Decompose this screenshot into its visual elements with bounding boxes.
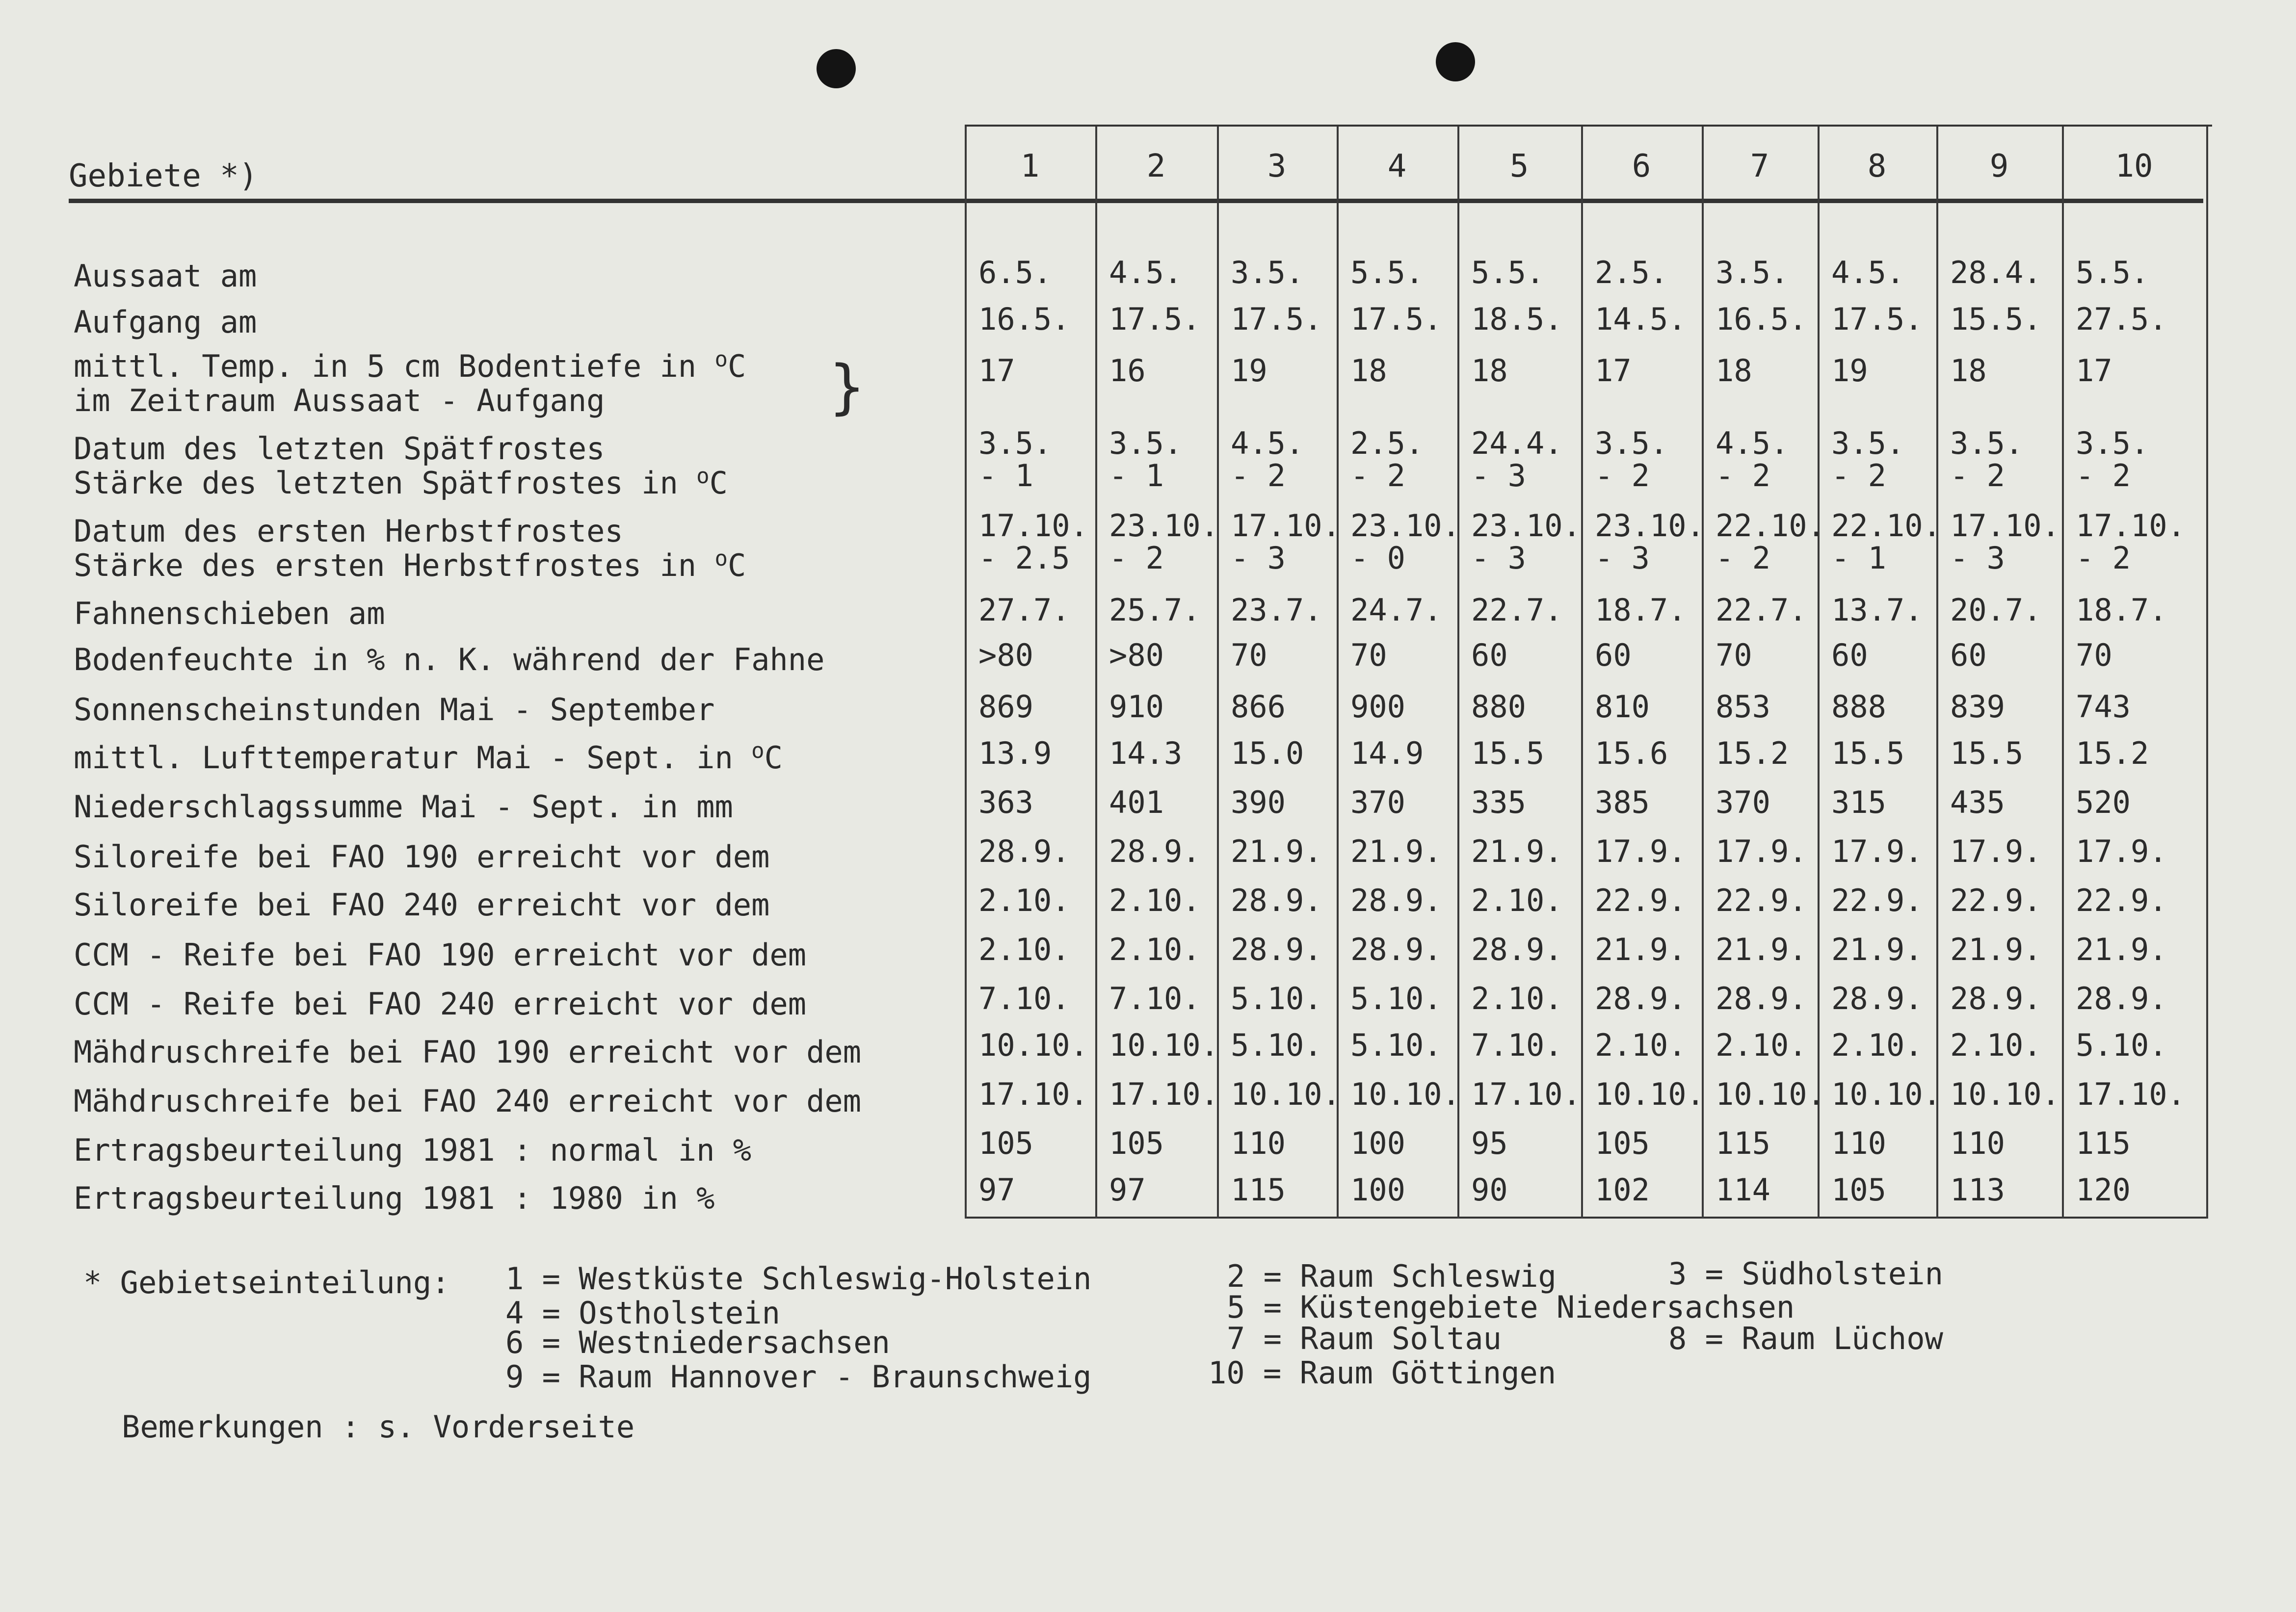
table-cell: 3.5. <box>1950 425 2024 461</box>
table-cell: 4.5. <box>1831 255 1905 290</box>
row-label-line: Niederschlagssumme Mai - Sept. in mm <box>74 789 733 825</box>
table-cell: 21.9. <box>1471 833 1563 869</box>
table-cell: 95 <box>1471 1125 1508 1161</box>
table-cell: 880 <box>1471 689 1526 725</box>
legend-item-5: 5 = Küstengebiete Niedersachsen <box>1227 1289 1795 1325</box>
table-cell: 105 <box>1109 1125 1164 1161</box>
table-cell: 10.10. <box>1715 1076 1825 1112</box>
table-cell: 115 <box>1715 1125 1770 1161</box>
table-cell-secondary: - 2 <box>1350 458 1405 494</box>
table-cell: 15.6 <box>1595 735 1668 771</box>
table-cell: 21.9. <box>2076 932 2167 967</box>
table-cell: 3.5. <box>1109 425 1183 461</box>
table-cell: 17.9. <box>1950 833 2042 869</box>
table-cell: 28.4. <box>1950 255 2042 290</box>
show-through-text <box>941 93 976 972</box>
table-cell-secondary: - 3 <box>1595 540 1650 576</box>
table-cell-secondary: - 3 <box>1950 540 2005 576</box>
row-label <box>74 597 385 631</box>
table-cell: 97 <box>978 1172 1015 1208</box>
table-cell: 22.9. <box>1715 883 1807 918</box>
table-cell-secondary: - 2 <box>1715 540 1770 576</box>
table-cell: 3.5. <box>1831 425 1905 461</box>
row-label <box>74 1035 861 1069</box>
column-divider <box>1818 127 1820 1219</box>
table-cell: 10.10. <box>1231 1076 1341 1112</box>
table-cell: 17 <box>1595 353 1632 389</box>
table-cell: 743 <box>2076 689 2131 725</box>
row-label <box>74 693 714 727</box>
table-cell: 19 <box>1231 353 1267 389</box>
table-cell: 10.10. <box>1831 1076 1941 1112</box>
row-label-line: Stärke des ersten Herbstfrostes in $^o$C <box>74 546 746 583</box>
table-cell: 435 <box>1950 784 2005 820</box>
legend-item-10: 10 = Raum Göttingen <box>1208 1355 1557 1391</box>
row-label-line: CCM - Reife bei FAO 240 erreicht vor dem <box>74 986 807 1022</box>
table-cell: 102 <box>1595 1172 1650 1208</box>
column-header: 2 <box>1146 148 1166 184</box>
table-bottom-rule <box>965 1217 2206 1219</box>
table-cell: 105 <box>1595 1125 1650 1161</box>
column-divider <box>1457 127 1459 1219</box>
table-cell: 90 <box>1471 1172 1508 1208</box>
legend-item-3: 3 = Südholstein <box>1668 1256 1943 1292</box>
table-cell: 4.5. <box>1231 425 1304 461</box>
row-label <box>74 259 257 293</box>
table-cell-secondary: - 2 <box>2076 540 2131 576</box>
table-cell: 6.5. <box>978 255 1052 290</box>
table-cell: 28.9. <box>1231 932 1322 967</box>
table-cell: 17.10. <box>1471 1076 1581 1112</box>
table-cell: 28.9. <box>1595 981 1687 1016</box>
row-label <box>74 987 806 1021</box>
column-header: 1 <box>1020 148 1040 184</box>
table-cell: 839 <box>1950 689 2005 725</box>
table-cell: 115 <box>1231 1172 1286 1208</box>
row-label <box>74 1181 714 1216</box>
table-cell: 7.10. <box>1471 1027 1563 1063</box>
table-cell: 23.10. <box>1471 508 1581 544</box>
table-cell: 869 <box>978 689 1033 725</box>
table-cell: 22.7. <box>1715 592 1807 628</box>
table-cell: 23.10. <box>1109 508 1219 544</box>
table-cell: 18.5. <box>1471 301 1563 337</box>
table-cell: 853 <box>1715 689 1770 725</box>
table-cell: 2.10. <box>1831 1027 1923 1063</box>
table-cell: 100 <box>1350 1172 1405 1208</box>
table-cell: 28.9. <box>1715 981 1807 1016</box>
table-cell: 28.9. <box>1471 932 1563 967</box>
row-label <box>74 1084 861 1118</box>
table-cell: 22.9. <box>1831 883 1923 918</box>
table-cell: 18 <box>1471 353 1508 389</box>
table-cell: 2.10. <box>1950 1027 2042 1063</box>
table-cell: 5.5. <box>2076 255 2149 290</box>
table-cell: 105 <box>1831 1172 1886 1208</box>
legend-item-4: 4 = Ostholstein <box>505 1295 780 1331</box>
table-cell: 114 <box>1715 1172 1770 1208</box>
table-cell: 17.10. <box>1231 508 1341 544</box>
table-cell: 19 <box>1831 353 1868 389</box>
table-cell: 21.9. <box>1715 932 1807 967</box>
table-cell-secondary: - 2 <box>1831 458 1886 494</box>
table-cell-secondary: - 1 <box>1109 458 1164 494</box>
table-cell: 22.10. <box>1831 508 1941 544</box>
legend-item-2: 2 = Raum Schleswig <box>1227 1258 1557 1294</box>
table-cell-secondary: - 2 <box>1950 458 2005 494</box>
table-cell: 888 <box>1831 689 1886 725</box>
table-cell: 5.5. <box>1350 255 1424 290</box>
table-cell: 27.5. <box>2076 301 2167 337</box>
table-cell: 3.5. <box>1715 255 1789 290</box>
table-cell: 3.5. <box>978 425 1052 461</box>
row-label-line: Mähdruschreife bei FAO 190 erreicht vor dem <box>74 1034 862 1070</box>
table-cell: 7.10. <box>1109 981 1201 1016</box>
table-cell: 22.9. <box>2076 883 2167 918</box>
table-cell: 2.5. <box>1350 425 1424 461</box>
table-cell: 335 <box>1471 784 1526 820</box>
table-cell: 2.10. <box>1715 1027 1807 1063</box>
table-cell-secondary: - 1 <box>978 458 1033 494</box>
table-cell: 3.5. <box>1595 425 1668 461</box>
table-cell: 14.5. <box>1595 301 1687 337</box>
table-cell: 110 <box>1231 1125 1286 1161</box>
table-cell: 5.10. <box>2076 1027 2167 1063</box>
table-cell: 21.9. <box>1950 932 2042 967</box>
row-label-line: Datum des letzten Spätfrostes <box>74 431 605 467</box>
table-cell: 2.10. <box>1471 883 1563 918</box>
table-cell: 5.5. <box>1471 255 1545 290</box>
table-cell-secondary: - 2.5 <box>978 540 1070 576</box>
table-cell: 10.10. <box>978 1027 1088 1063</box>
table-cell-secondary: - 2 <box>1109 540 1164 576</box>
row-label <box>74 305 257 339</box>
column-divider <box>965 127 967 1219</box>
table-cell: 17.5. <box>1350 301 1442 337</box>
column-divider <box>2206 127 2208 1219</box>
row-label-line: mittl. Temp. in 5 cm Bodentiefe in $^o$C <box>74 347 746 384</box>
table-cell: 25.7. <box>1109 592 1201 628</box>
row-label-line: Siloreife bei FAO 190 erreicht vor dem <box>74 839 770 875</box>
table-cell: 22.7. <box>1471 592 1563 628</box>
column-divider <box>1581 127 1583 1219</box>
header-rule <box>69 199 2203 203</box>
table-cell: 18.7. <box>1595 592 1687 628</box>
table-cell: 17.9. <box>1595 833 1687 869</box>
table-cell: 866 <box>1231 689 1286 725</box>
row-label-line: im Zeitraum Aussaat - Aufgang <box>74 383 605 418</box>
table-cell: 18 <box>1715 353 1752 389</box>
table-cell: 27.7. <box>978 592 1070 628</box>
table-cell-secondary: - 2 <box>1715 458 1770 494</box>
table-cell: 24.7. <box>1350 592 1442 628</box>
row-label-line: Aussaat am <box>74 258 257 294</box>
table-cell: 17.10. <box>978 508 1088 544</box>
row-label <box>74 738 783 776</box>
table-cell: 17.9. <box>1715 833 1807 869</box>
table-cell: 2.5. <box>1595 255 1668 290</box>
table-cell: 28.9. <box>1231 883 1322 918</box>
table-cell: 21.9. <box>1595 932 1687 967</box>
table-cell: 10.10. <box>1595 1076 1705 1112</box>
table-cell: 17.10. <box>1950 508 2060 544</box>
table-cell: 28.9. <box>1109 833 1201 869</box>
table-cell: 7.10. <box>978 981 1070 1016</box>
row-label <box>74 888 769 922</box>
table-cell-secondary: - 3 <box>1471 540 1526 576</box>
table-cell: 2.10. <box>1109 932 1201 967</box>
column-divider <box>1337 127 1339 1219</box>
table-cell-secondary: - 3 <box>1471 458 1526 494</box>
table-cell: 70 <box>1350 637 1387 673</box>
table-cell: 105 <box>978 1125 1033 1161</box>
table-cell: 97 <box>1109 1172 1146 1208</box>
table-cell: 17 <box>2076 353 2112 389</box>
table-cell: 385 <box>1595 784 1650 820</box>
table-top-rule <box>965 125 2212 127</box>
row-label-line: CCM - Reife bei FAO 190 erreicht vor dem <box>74 937 807 973</box>
remarks: Bemerkungen : s. Vorderseite <box>122 1409 635 1445</box>
table-cell: 70 <box>2076 637 2112 673</box>
table-cell: 21.9. <box>1350 833 1442 869</box>
table-cell: 2.10. <box>978 932 1070 967</box>
table-cell: 22.10. <box>1715 508 1825 544</box>
row-label-line: Siloreife bei FAO 240 erreicht vor dem <box>74 887 770 923</box>
table-cell: 70 <box>1231 637 1267 673</box>
table-cell: 2.10. <box>1595 1027 1687 1063</box>
table-cell: 390 <box>1231 784 1286 820</box>
column-header: 9 <box>1989 148 2009 184</box>
table-cell: 2.10. <box>1109 883 1201 918</box>
column-header: 10 <box>2115 148 2153 184</box>
table-cell: 16.5. <box>1715 301 1807 337</box>
row-label <box>74 349 746 418</box>
punch-hole-left <box>817 49 856 88</box>
table-cell: 3.5. <box>2076 425 2149 461</box>
table-cell: 60 <box>1471 637 1508 673</box>
table-cell: 13.7. <box>1831 592 1923 628</box>
table-cell: 21.9. <box>1231 833 1322 869</box>
table-cell: 23.10. <box>1595 508 1705 544</box>
table-cell: 15.2 <box>1715 735 1789 771</box>
table-cell: 4.5. <box>1715 425 1789 461</box>
table-cell: 24.4. <box>1471 425 1563 461</box>
table-cell: 15.2 <box>2076 735 2149 771</box>
table-cell-secondary: - 1 <box>1831 540 1886 576</box>
table-cell: 23.7. <box>1231 592 1322 628</box>
table-cell: 15.5 <box>1471 735 1545 771</box>
table-cell: 110 <box>1950 1125 2005 1161</box>
table-cell: >80 <box>978 637 1033 673</box>
table-cell: 520 <box>2076 784 2131 820</box>
table-cell: 3.5. <box>1231 255 1304 290</box>
column-divider <box>1702 127 1704 1219</box>
table-cell: 401 <box>1109 784 1164 820</box>
column-divider <box>1095 127 1097 1219</box>
table-cell: 20.7. <box>1950 592 2042 628</box>
table-cell: 28.9. <box>1350 932 1442 967</box>
table-cell: 370 <box>1350 784 1405 820</box>
table-cell-secondary: - 2 <box>1595 458 1650 494</box>
legend-item-9: 9 = Raum Hannover - Braunschweig <box>505 1359 1092 1395</box>
table-cell: 60 <box>1950 637 1987 673</box>
table-cell: 5.10. <box>1350 981 1442 1016</box>
table-cell: 4.5. <box>1109 255 1183 290</box>
column-header: 6 <box>1632 148 1651 184</box>
row-label-line: Stärke des letzten Spätfrostes in $^o$C <box>74 464 728 501</box>
table-cell: 28.9. <box>1831 981 1923 1016</box>
table-cell: 28.9. <box>1350 883 1442 918</box>
row-label-line: Fahnenschieben am <box>74 596 385 631</box>
table-cell: 14.9 <box>1350 735 1424 771</box>
table-cell: 17.5. <box>1109 301 1201 337</box>
table-cell: 70 <box>1715 637 1752 673</box>
legend-item-1: 1 = Westküste Schleswig-Holstein <box>505 1261 1092 1297</box>
table-cell: 23.10. <box>1350 508 1460 544</box>
table-cell: 17.10. <box>2076 1076 2186 1112</box>
row-label <box>74 938 806 972</box>
row-label-line: Ertragsbeurteilung 1981 : normal in % <box>74 1132 752 1168</box>
legend-item-8: 8 = Raum Lüchow <box>1668 1321 1943 1356</box>
table-cell: >80 <box>1109 637 1164 673</box>
table-cell: 16 <box>1109 353 1146 389</box>
table-cell: 17.9. <box>1831 833 1923 869</box>
table-cell: 17.9. <box>2076 833 2167 869</box>
table-cell: 28.9. <box>1950 981 2042 1016</box>
table-cell: 17.10. <box>2076 508 2186 544</box>
table-cell: 363 <box>978 784 1033 820</box>
table-cell: 5.10. <box>1350 1027 1442 1063</box>
table-cell: 15.5 <box>1831 735 1905 771</box>
column-header: 7 <box>1750 148 1769 184</box>
table-cell: 15.0 <box>1231 735 1304 771</box>
table-cell: 28.9. <box>978 833 1070 869</box>
row-label-line: Datum des ersten Herbstfrostes <box>74 513 623 549</box>
table-cell: 15.5. <box>1950 301 2042 337</box>
table-cell: 16.5. <box>978 301 1070 337</box>
row-label <box>74 790 733 824</box>
table-cell: 370 <box>1715 784 1770 820</box>
column-divider <box>1936 127 1938 1219</box>
row-label-line: Ertragsbeurteilung 1981 : 1980 in % <box>74 1180 715 1216</box>
table-cell: 17.10. <box>1109 1076 1219 1112</box>
table-cell: 17.5. <box>1231 301 1322 337</box>
table-cell-secondary: - 2 <box>1231 458 1286 494</box>
table-cell: 60 <box>1595 637 1632 673</box>
table-cell: 120 <box>2076 1172 2131 1208</box>
table-cell: 2.10. <box>978 883 1070 918</box>
table-cell: 10.10. <box>1950 1076 2060 1112</box>
table-cell: 2.10. <box>1471 981 1563 1016</box>
table-cell: 113 <box>1950 1172 2005 1208</box>
table-cell: 910 <box>1109 689 1164 725</box>
row-label-line: Sonnenscheinstunden Mai - September <box>74 692 715 728</box>
table-cell-secondary: - 0 <box>1350 540 1405 576</box>
header-label: Gebiete *) <box>69 158 258 194</box>
table-cell: 18 <box>1350 353 1387 389</box>
table-cell: 22.9. <box>1595 883 1687 918</box>
table-cell: 17 <box>978 353 1015 389</box>
column-header: 4 <box>1387 148 1407 184</box>
table-cell: 13.9 <box>978 735 1052 771</box>
table-cell-secondary: - 3 <box>1231 540 1286 576</box>
column-divider <box>2062 127 2064 1219</box>
table-cell: 22.9. <box>1950 883 2042 918</box>
row-label-line: Bodenfeuchte in % n. K. während der Fahne <box>74 642 825 677</box>
table-cell: 315 <box>1831 784 1886 820</box>
column-header: 8 <box>1867 148 1887 184</box>
table-cell: 17.5. <box>1831 301 1923 337</box>
column-header: 5 <box>1509 148 1529 184</box>
table-cell: 10.10. <box>1350 1076 1460 1112</box>
table-cell: 10.10. <box>1109 1027 1219 1063</box>
row-label <box>74 432 728 500</box>
table-cell: 810 <box>1595 689 1650 725</box>
table-cell: 100 <box>1350 1125 1405 1161</box>
table-cell: 5.10. <box>1231 981 1322 1016</box>
row-label <box>74 643 824 677</box>
row-label-line: mittl. Lufttemperatur Mai - Sept. in $^o$C <box>74 738 783 776</box>
table-cell: 15.5 <box>1950 735 2024 771</box>
table-cell: 60 <box>1831 637 1868 673</box>
punch-hole-right <box>1436 42 1475 81</box>
table-cell: 115 <box>2076 1125 2131 1161</box>
table-cell: 17.10. <box>978 1076 1088 1112</box>
row-label <box>74 514 746 583</box>
legend-title: * Gebietseinteilung: <box>83 1265 450 1300</box>
brace: } <box>829 353 865 421</box>
row-label-line: Mähdruschreife bei FAO 240 erreicht vor dem <box>74 1083 862 1119</box>
row-label <box>74 840 769 874</box>
legend-item-6: 6 = Westniedersachsen <box>505 1325 890 1360</box>
table-cell: 18 <box>1950 353 1987 389</box>
row-label-line: Aufgang am <box>74 304 257 340</box>
table-cell: 900 <box>1350 689 1405 725</box>
table-cell: 28.9. <box>2076 981 2167 1016</box>
table-cell: 110 <box>1831 1125 1886 1161</box>
table-cell-secondary: - 2 <box>2076 458 2131 494</box>
table-cell: 14.3 <box>1109 735 1183 771</box>
legend-item-7: 7 = Raum Soltau <box>1227 1321 1502 1356</box>
table-cell: 21.9. <box>1831 932 1923 967</box>
row-label <box>74 1133 751 1168</box>
table-cell: 5.10. <box>1231 1027 1322 1063</box>
column-header: 3 <box>1267 148 1287 184</box>
table-cell: 18.7. <box>2076 592 2167 628</box>
